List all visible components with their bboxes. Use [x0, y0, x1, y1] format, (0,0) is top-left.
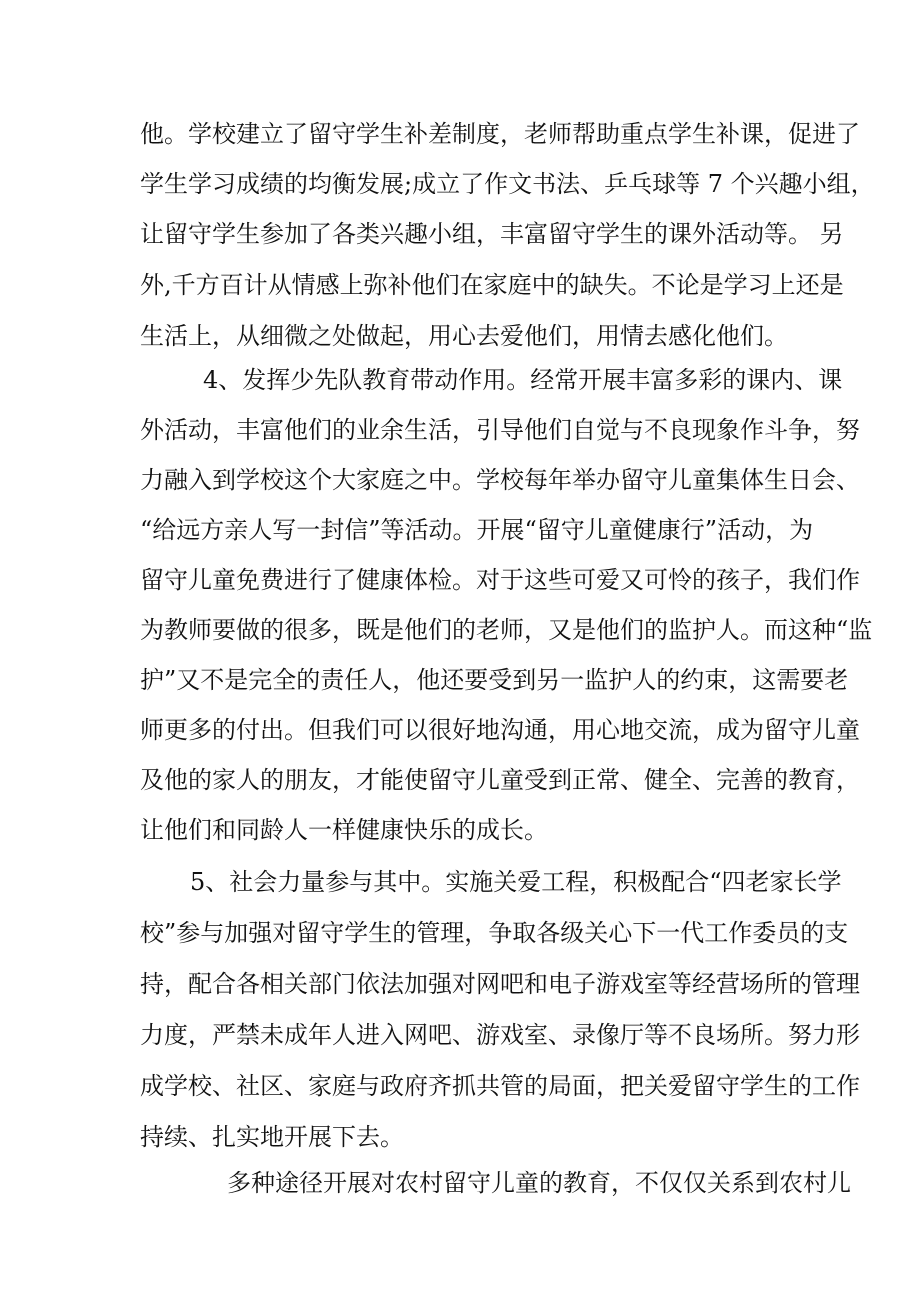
text-line: 让留守学生参加了各类兴趣小组，丰富留守学生的课外活动等。 另 — [140, 220, 844, 248]
text-line: 学生学习成绩的均衡发展;成立了作文书法、乒乓球等 7 个兴趣小组， — [140, 170, 875, 198]
text-line: 外,千方百计从情感上弥补他们在家庭中的缺失。不论是学习上还是 — [140, 271, 844, 299]
text-line: 师更多的付出。但我们可以很好地沟通，用心地交流，成为留守儿童 — [140, 716, 860, 744]
text-line: 让他们和同龄人一样健康快乐的成长。 — [140, 816, 548, 844]
text-line: 他。学校建立了留守学生补差制度，老师帮助重点学生补课，促进了 — [140, 120, 860, 148]
paragraph-start-line: 多种途径开展对农村留守儿童的教育，不仅仅关系到农村儿 — [227, 1169, 851, 1197]
text-line: 生活上，从细微之处做起，用心去爱他们，用情去感化他们。 — [140, 322, 788, 350]
text-line: “给远方亲人写一封信”等活动。开展“留守儿童健康行”活动，为 — [140, 516, 814, 544]
text-line: 及他的家人的朋友，才能使留守儿童受到正常、健全、完善的教育， — [140, 766, 860, 794]
text-line: 护”又不是完全的责任人，他还要受到另一监护人的约束，这需要老 — [140, 666, 849, 694]
text-line: 成学校、社区、家庭与政府齐抓共管的局面，把关爱留守学生的工作 — [140, 1072, 860, 1100]
text-line: 留守儿童免费进行了健康体检。对于这些可爱又可怜的孩子，我们作 — [140, 566, 860, 594]
paragraph-start-line: 4、发挥少先队教育带动作用。经常开展丰富多彩的课内、课 — [203, 366, 843, 394]
text-line: 力度，严禁未成年人进入网吧、游戏室、录像厅等不良场所。努力形 — [140, 1021, 860, 1049]
paragraph-start-line: 5、社会力量参与其中。实施关爱工程，积极配合“四老家长学 — [190, 868, 842, 896]
text-line: 外活动，丰富他们的业余生活，引导他们自觉与不良现象作斗争，努 — [140, 416, 860, 444]
text-line: 校”参与加强对留守学生的管理，争取各级关心下一代工作委员的支 — [140, 919, 849, 947]
text-line: 持续、扎实地开展下去。 — [140, 1123, 404, 1151]
text-line: 持，配合各相关部门依法加强对网吧和电子游戏室等经营场所的管理 — [140, 970, 860, 998]
text-line: 为教师要做的很多，既是他们的老师，又是他们的监护人。而这种“监 — [140, 616, 873, 644]
text-line: 力融入到学校这个大家庭之中。学校每年举办留守儿童集体生日会、 — [140, 466, 860, 494]
